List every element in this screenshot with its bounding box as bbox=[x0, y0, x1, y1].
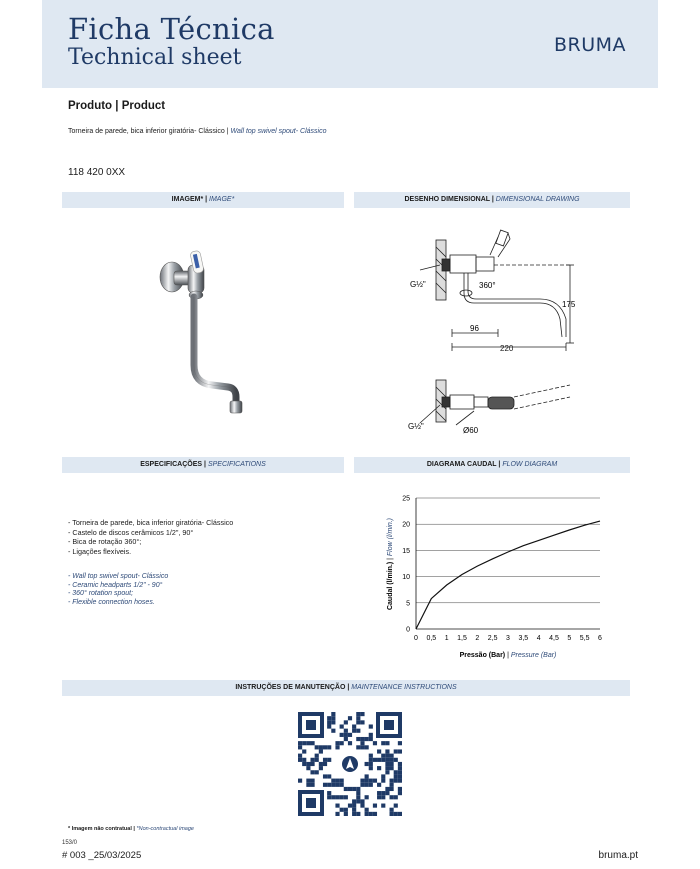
x-tick-label: 6 bbox=[598, 635, 602, 642]
x-tick-label: 0,5 bbox=[426, 635, 437, 642]
spec-item-en: - Wall top swivel spout- Clássico bbox=[68, 573, 169, 580]
section-image: IMAGEM* | IMAGE* bbox=[62, 192, 344, 208]
series-line-flow bbox=[416, 521, 600, 629]
doc-number: 153/0 bbox=[62, 840, 78, 846]
length-label: 220 bbox=[500, 344, 514, 353]
spec-item-en: - Flexible connection hoses. bbox=[68, 598, 155, 606]
y-tick-label: 25 bbox=[402, 495, 410, 503]
height-label: 175 bbox=[562, 300, 576, 309]
y-axis-label-pt: Caudal (l/min.) bbox=[387, 561, 394, 611]
page-subtitle: Technical sheet bbox=[68, 45, 242, 70]
section-drawing-en: DIMENSIONAL DRAWING bbox=[495, 196, 580, 203]
x-tick-label: 3 bbox=[506, 635, 510, 642]
x-tick-label: 0 bbox=[414, 635, 418, 642]
image-footnote: * Imagem não contratual | *Non-contractual image bbox=[68, 826, 194, 832]
x-axis-label: Pressão (Bar) | Pressure (Bar) bbox=[459, 652, 557, 659]
y-tick-label: 10 bbox=[402, 574, 410, 582]
thread-top-label: G½" bbox=[410, 280, 426, 289]
product-label-en: Product bbox=[121, 100, 166, 112]
y-tick-label: 5 bbox=[406, 600, 410, 608]
y-axis-label-en: Flow (l/min.) bbox=[387, 517, 394, 557]
website-link[interactable]: bruma.pt bbox=[598, 850, 638, 861]
header-band bbox=[42, 0, 658, 88]
spec-item: - Ligações flexíveis. bbox=[68, 546, 132, 556]
section-drawing: DESENHO DIMENSIONAL | DIMENSIONAL DRAWING bbox=[354, 192, 630, 208]
y-tick-label: 15 bbox=[402, 547, 410, 555]
footnote-en: *Non-contractual image bbox=[136, 826, 194, 832]
x-tick-label: 4,5 bbox=[549, 635, 559, 642]
x-tick-label: 5 bbox=[567, 635, 572, 642]
faucet-photo bbox=[150, 245, 250, 425]
product-description: Torneira de parede, bica inferior giratória- Clássico | Wall top swivel spout- Clássico bbox=[68, 128, 327, 135]
chart-x-ticks bbox=[414, 635, 602, 642]
maintenance-qr-code[interactable] bbox=[298, 712, 402, 816]
diameter-label: Ø60 bbox=[463, 426, 479, 435]
section-maintenance-pt: INSTRUÇÕES DE MANUTENÇÃO bbox=[235, 684, 346, 691]
section-maintenance-en: MAINTENANCE INSTRUCTIONS bbox=[351, 684, 457, 691]
thread-bottom-label: G½" bbox=[408, 422, 424, 431]
section-image-en: IMAGE* bbox=[209, 196, 235, 203]
product-heading: Produto | Product bbox=[68, 100, 166, 112]
chart-y-ticks bbox=[402, 496, 410, 634]
product-label-pt: Produto bbox=[68, 100, 113, 112]
section-specs: ESPECIFICAÇÕES | SPECIFICATIONS bbox=[62, 457, 344, 473]
y-axis-label: Caudal (l/min.) | Flow (l/min.) bbox=[387, 517, 394, 611]
x-tick-label: 3,5 bbox=[518, 635, 529, 642]
x-tick-label: 5,5 bbox=[579, 635, 590, 642]
spec-item: - Bica de rotação 360°; bbox=[68, 537, 142, 547]
x-tick-label: 1,5 bbox=[457, 635, 467, 642]
product-code: 118 420 0XX bbox=[68, 167, 126, 178]
section-flow-pt: DIAGRAMA CAUDAL bbox=[426, 461, 497, 468]
page-title: Ficha Técnica bbox=[68, 12, 275, 46]
spec-item: - Castelo de discos cerâmicos 1/2", 90° bbox=[68, 527, 194, 537]
x-axis-label-pt: Pressão (Bar) bbox=[459, 652, 506, 659]
section-image-pt: IMAGEM* bbox=[171, 196, 204, 203]
product-desc-en: Wall top swivel spout- Clássico bbox=[230, 128, 327, 135]
x-tick-label: 2 bbox=[475, 635, 480, 642]
doc-date: # 003 _25/03/2025 bbox=[62, 850, 142, 861]
x-tick-label: 2,5 bbox=[487, 635, 498, 642]
specs-list-pt bbox=[68, 518, 233, 556]
y-tick-label: 0 bbox=[406, 626, 410, 634]
brand-logo: BRUMA bbox=[553, 34, 626, 56]
spec-item: - Torneira de parede, bica inferior giratória- Clássico bbox=[68, 518, 234, 527]
x-tick-label: 1 bbox=[444, 635, 449, 642]
product-desc-pt: Torneira de parede, bica inferior giratória- Clássico bbox=[68, 128, 225, 135]
section-flow: DIAGRAMA CAUDAL | FLOW DIAGRAM bbox=[354, 457, 630, 473]
section-specs-en: SPECIFICATIONS bbox=[207, 461, 266, 468]
section-specs-pt: ESPECIFICAÇÕES bbox=[140, 461, 203, 468]
y-tick-label: 20 bbox=[402, 521, 410, 529]
section-drawing-pt: DESENHO DIMENSIONAL bbox=[404, 196, 490, 203]
flow-diagram bbox=[380, 490, 620, 665]
x-axis-label-en: Pressure (Bar) bbox=[510, 652, 557, 659]
section-maintenance: INSTRUÇÕES DE MANUTENÇÃO | MAINTENANCE INSTRUCTIONS bbox=[62, 680, 630, 696]
section-flow-en: FLOW DIAGRAM bbox=[502, 461, 558, 468]
spec-item-en: - Ceramic headparts 1/2" - 90° bbox=[68, 581, 163, 589]
offset-label: 96 bbox=[470, 324, 479, 333]
x-tick-label: 4 bbox=[536, 635, 541, 642]
rotation-label: 360° bbox=[479, 281, 496, 290]
spec-item-en: - 360° rotation spout; bbox=[68, 590, 134, 597]
specs-list-en bbox=[68, 573, 168, 607]
footnote-pt: * Imagem não contratual bbox=[68, 826, 132, 832]
dimensional-drawing bbox=[380, 225, 600, 440]
